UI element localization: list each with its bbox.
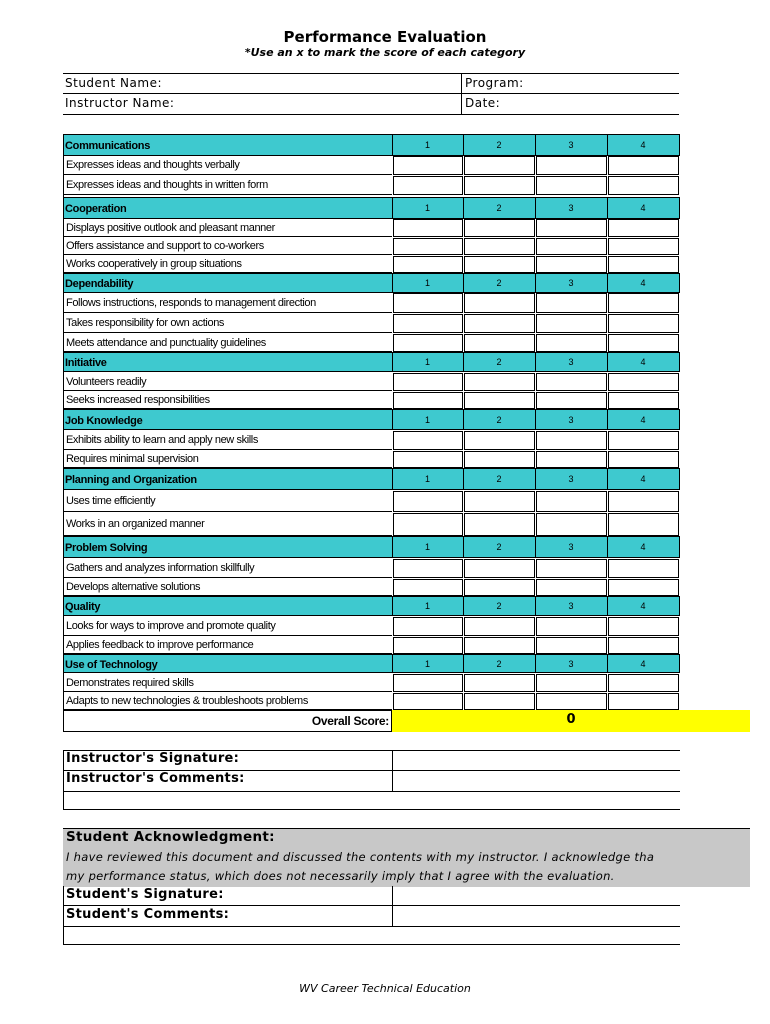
score-box-1[interactable] bbox=[393, 392, 463, 409]
criterion-label: Requires minimal supervision bbox=[66, 453, 199, 465]
criterion-label: Follows instructions, responds to management direction bbox=[66, 296, 316, 309]
score-box-2[interactable] bbox=[464, 451, 535, 468]
score-box-3[interactable] bbox=[536, 392, 607, 409]
score-header-2: 2 bbox=[496, 542, 502, 552]
student-comments-field[interactable] bbox=[392, 907, 679, 926]
instructor-signature-field[interactable] bbox=[392, 751, 679, 770]
category-label: Quality bbox=[65, 601, 101, 613]
score-box-4[interactable] bbox=[608, 451, 679, 468]
score-box-1[interactable] bbox=[393, 176, 463, 195]
score-box-1[interactable] bbox=[393, 579, 463, 596]
score-header-3: 3 bbox=[568, 658, 574, 669]
score-box-2[interactable] bbox=[464, 674, 535, 692]
score-box-1[interactable] bbox=[393, 156, 463, 175]
score-box-2[interactable] bbox=[464, 219, 535, 237]
criterion-label: Looks for ways to improve and promote quality bbox=[66, 620, 276, 632]
score-header-3: 3 bbox=[568, 542, 574, 552]
score-box-1[interactable] bbox=[393, 617, 463, 636]
score-box-1[interactable] bbox=[393, 314, 463, 333]
score-box-1[interactable] bbox=[393, 293, 463, 313]
score-box-2[interactable] bbox=[464, 373, 535, 391]
acknowledgment-heading: Student Acknowledgment: bbox=[66, 829, 275, 845]
overall-score-cell[interactable] bbox=[392, 710, 750, 732]
score-header-4: 4 bbox=[640, 658, 646, 669]
instructor-comments-field[interactable] bbox=[392, 771, 679, 790]
criterion-label: Displays positive outlook and pleasant manner bbox=[66, 221, 275, 234]
overall-score-label: Overall Score: bbox=[311, 714, 389, 728]
score-header-1: 1 bbox=[424, 601, 430, 611]
score-box-2[interactable] bbox=[464, 238, 535, 255]
score-box-4[interactable] bbox=[608, 431, 679, 450]
score-box-4[interactable] bbox=[608, 559, 679, 578]
score-header-3: 3 bbox=[568, 278, 574, 288]
score-box-3[interactable] bbox=[536, 238, 607, 255]
score-box-1[interactable] bbox=[393, 637, 463, 654]
criterion-label: Exhibits ability to learn and apply new skills bbox=[66, 434, 258, 446]
score-box-2[interactable] bbox=[464, 156, 535, 175]
score-box-3[interactable] bbox=[536, 293, 607, 313]
criterion-label: Works in an organized manner bbox=[66, 518, 205, 530]
score-box-3[interactable] bbox=[536, 513, 607, 536]
score-header-1: 1 bbox=[424, 414, 430, 425]
score-box-1[interactable] bbox=[393, 693, 463, 710]
category-label: Planning and Organization bbox=[65, 474, 197, 486]
score-box-1[interactable] bbox=[393, 373, 463, 391]
score-header-4: 4 bbox=[640, 203, 646, 213]
score-box-3[interactable] bbox=[536, 451, 607, 468]
score-box-1[interactable] bbox=[393, 431, 463, 450]
score-box-4[interactable] bbox=[608, 579, 679, 596]
score-box-4[interactable] bbox=[608, 392, 679, 409]
score-box-2[interactable] bbox=[464, 579, 535, 596]
student-name-label: Student Name: bbox=[65, 76, 162, 90]
criterion-label: Expresses ideas and thoughts in written form bbox=[66, 179, 268, 191]
criterion-label: Seeks increased responsibilities bbox=[66, 394, 210, 406]
score-header-4: 4 bbox=[640, 474, 646, 484]
score-header-2: 2 bbox=[496, 203, 502, 213]
score-box-4[interactable] bbox=[608, 637, 679, 654]
page-title: Performance Evaluation bbox=[283, 28, 487, 46]
score-box-3[interactable] bbox=[536, 617, 607, 636]
score-box-3[interactable] bbox=[536, 334, 607, 352]
criterion-label: Works cooperatively in group situations bbox=[66, 258, 242, 270]
student-comments-label: Student's Comments: bbox=[66, 907, 230, 922]
criterion-label: Uses time efficiently bbox=[66, 495, 156, 507]
score-box-2[interactable] bbox=[464, 392, 535, 409]
score-box-2[interactable] bbox=[464, 491, 535, 512]
category-label: Initiative bbox=[65, 357, 107, 369]
score-box-4[interactable] bbox=[608, 334, 679, 352]
student-signature-label: Student's Signature: bbox=[66, 887, 224, 902]
score-header-2: 2 bbox=[496, 278, 502, 288]
overall-score-value: 0 bbox=[566, 712, 576, 727]
criterion-label: Expresses ideas and thoughts verbally bbox=[66, 159, 240, 171]
criterion-label: Gathers and analyzes information skillfully bbox=[66, 562, 255, 574]
category-label: Job Knowledge bbox=[65, 414, 143, 427]
score-header-4: 4 bbox=[640, 414, 646, 425]
score-box-2[interactable] bbox=[464, 334, 535, 352]
score-box-3[interactable] bbox=[536, 256, 607, 273]
score-box-1[interactable] bbox=[393, 238, 463, 255]
score-header-1: 1 bbox=[424, 658, 430, 669]
score-header-1: 1 bbox=[424, 474, 430, 484]
score-box-4[interactable] bbox=[608, 674, 679, 692]
score-header-2: 2 bbox=[496, 658, 502, 669]
score-header-4: 4 bbox=[640, 140, 646, 150]
score-box-1[interactable] bbox=[393, 219, 463, 237]
score-header-2: 2 bbox=[496, 140, 502, 150]
criterion-label: Develops alternative solutions bbox=[66, 581, 201, 593]
criterion-label: Takes responsibility for own actions bbox=[66, 317, 225, 329]
acknowledgment-line-1: I have reviewed this document and discussed the contents with my instructor. I acknowledge tha bbox=[66, 850, 655, 864]
score-box-4[interactable] bbox=[608, 617, 679, 636]
score-box-2[interactable] bbox=[464, 176, 535, 195]
score-box-3[interactable] bbox=[536, 637, 607, 654]
instructor-comments-label: Instructor's Comments: bbox=[66, 771, 245, 786]
student-comments-area[interactable] bbox=[63, 926, 680, 945]
score-box-4[interactable] bbox=[608, 156, 679, 175]
score-box-1[interactable] bbox=[393, 334, 463, 352]
score-box-3[interactable] bbox=[536, 156, 607, 175]
score-box-3[interactable] bbox=[536, 431, 607, 450]
score-header-3: 3 bbox=[568, 357, 574, 367]
instructor-comments-area[interactable] bbox=[63, 790, 680, 810]
criterion-label: Demonstrates required skills bbox=[66, 676, 194, 689]
page-subtitle: *Use an x to mark the score of each category bbox=[244, 46, 526, 59]
program-label: Program: bbox=[465, 76, 524, 90]
score-box-3[interactable] bbox=[536, 219, 607, 237]
score-header-1: 1 bbox=[424, 203, 430, 213]
score-box-2[interactable] bbox=[464, 314, 535, 333]
score-box-4[interactable] bbox=[608, 293, 679, 313]
score-box-4[interactable] bbox=[608, 176, 679, 195]
score-box-3[interactable] bbox=[536, 314, 607, 333]
category-label: Communications bbox=[65, 140, 151, 152]
score-box-3[interactable] bbox=[536, 373, 607, 391]
category-label: Problem Solving bbox=[65, 542, 148, 554]
score-header-1: 1 bbox=[424, 357, 430, 367]
score-header-4: 4 bbox=[640, 357, 646, 367]
score-box-1[interactable] bbox=[393, 674, 463, 692]
score-box-3[interactable] bbox=[536, 491, 607, 512]
category-label: Cooperation bbox=[65, 203, 127, 215]
score-box-1[interactable] bbox=[393, 513, 463, 536]
criterion-label: Applies feedback to improve performance bbox=[66, 639, 254, 651]
score-header-2: 2 bbox=[496, 601, 502, 611]
score-box-2[interactable] bbox=[464, 693, 535, 710]
score-box-1[interactable] bbox=[393, 559, 463, 578]
score-box-3[interactable] bbox=[536, 579, 607, 596]
category-label: Dependability bbox=[65, 278, 134, 290]
score-box-2[interactable] bbox=[464, 513, 535, 536]
criterion-label: Meets attendance and punctuality guidelines bbox=[66, 336, 266, 349]
score-header-2: 2 bbox=[496, 474, 502, 484]
instructor-name-label: Instructor Name: bbox=[65, 96, 175, 110]
category-label: Use of Technology bbox=[65, 658, 158, 671]
score-box-1[interactable] bbox=[393, 491, 463, 512]
footer-text: WV Career Technical Education bbox=[299, 982, 471, 995]
score-header-3: 3 bbox=[568, 601, 574, 611]
score-header-1: 1 bbox=[424, 278, 430, 288]
score-box-4[interactable] bbox=[608, 314, 679, 333]
score-box-4[interactable] bbox=[608, 256, 679, 273]
score-header-4: 4 bbox=[640, 601, 646, 611]
info-block bbox=[63, 73, 679, 115]
score-box-2[interactable] bbox=[464, 617, 535, 636]
score-box-3[interactable] bbox=[536, 559, 607, 578]
score-box-1[interactable] bbox=[393, 256, 463, 273]
score-header-3: 3 bbox=[568, 203, 574, 213]
score-box-4[interactable] bbox=[608, 373, 679, 391]
score-box-4[interactable] bbox=[608, 513, 679, 536]
score-box-2[interactable] bbox=[464, 431, 535, 450]
criterion-label: Volunteers readily bbox=[66, 375, 147, 388]
score-box-4[interactable] bbox=[608, 219, 679, 237]
score-header-1: 1 bbox=[424, 542, 430, 552]
overall-score-label-cell bbox=[63, 710, 392, 732]
score-header-3: 3 bbox=[568, 474, 574, 484]
score-box-4[interactable] bbox=[608, 238, 679, 255]
instructor-signature-label: Instructor's Signature: bbox=[66, 751, 240, 766]
score-box-2[interactable] bbox=[464, 256, 535, 273]
score-box-3[interactable] bbox=[536, 693, 607, 710]
score-header-2: 2 bbox=[496, 414, 502, 425]
score-box-4[interactable] bbox=[608, 693, 679, 710]
score-header-2: 2 bbox=[496, 357, 502, 367]
score-box-2[interactable] bbox=[464, 293, 535, 313]
criterion-label: Offers assistance and support to co-workers bbox=[66, 240, 264, 252]
acknowledgment-line-2: my performance status, which does not necessarily imply that I agree with the evaluation. bbox=[66, 869, 615, 883]
score-box-2[interactable] bbox=[464, 637, 535, 654]
score-header-4: 4 bbox=[640, 278, 646, 288]
score-box-2[interactable] bbox=[464, 559, 535, 578]
score-box-3[interactable] bbox=[536, 176, 607, 195]
score-header-3: 3 bbox=[568, 140, 574, 150]
score-header-1: 1 bbox=[424, 140, 430, 150]
score-box-4[interactable] bbox=[608, 491, 679, 512]
score-header-3: 3 bbox=[568, 414, 574, 425]
date-label: Date: bbox=[465, 96, 501, 110]
score-header-4: 4 bbox=[640, 542, 646, 552]
student-signature-field[interactable] bbox=[392, 887, 679, 906]
score-box-1[interactable] bbox=[393, 451, 463, 468]
score-box-3[interactable] bbox=[536, 674, 607, 692]
criterion-label: Adapts to new technologies & troubleshoots problems bbox=[66, 695, 308, 707]
